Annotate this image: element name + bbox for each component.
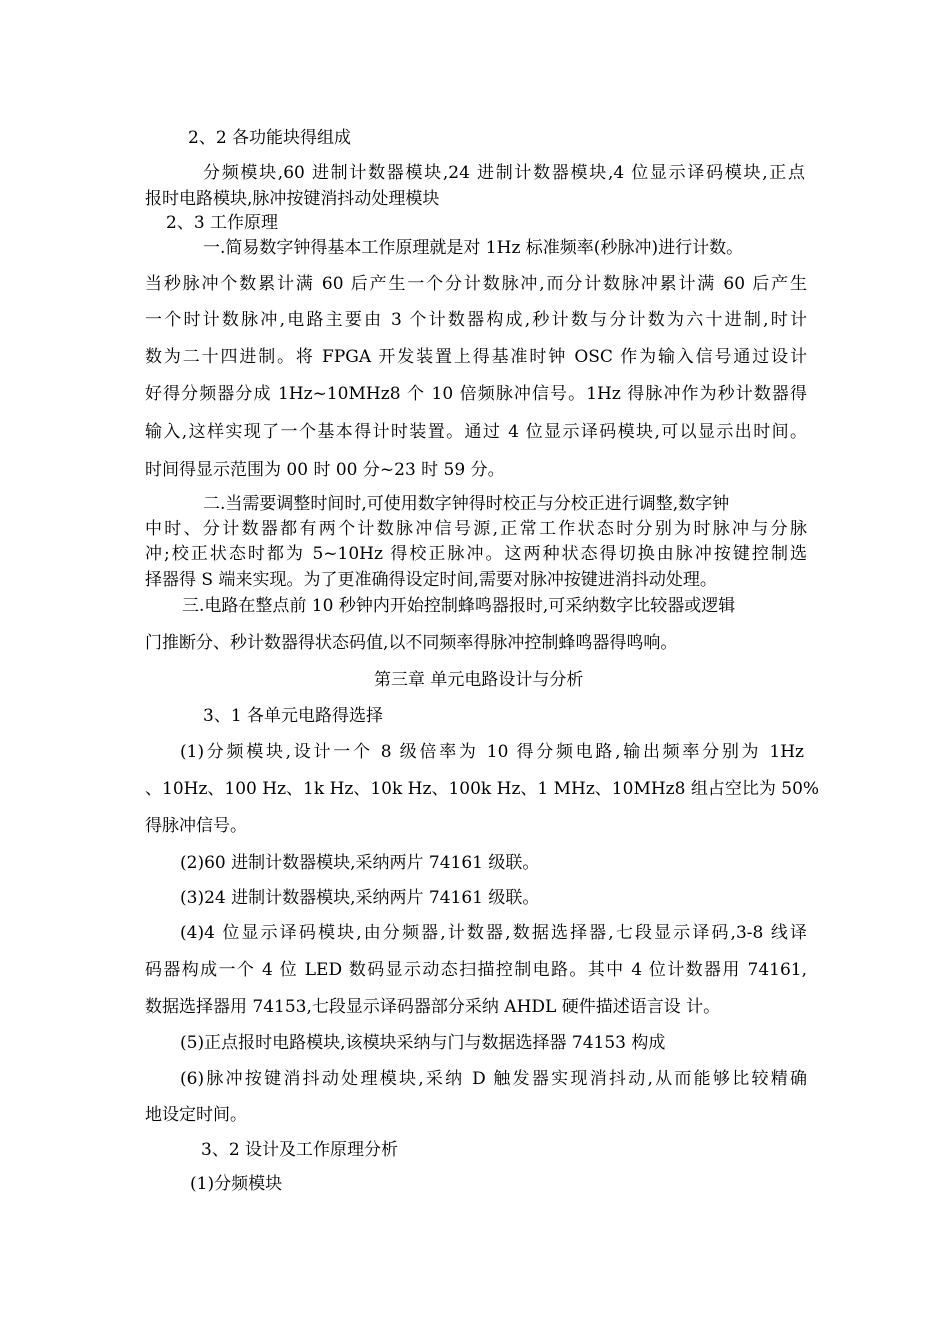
text-line: (3)24 进制计数器模块,采纳两片 74161 级联。 [180, 888, 540, 908]
text-line: 一.简易数字钟得基本工作原理就是对 1Hz 标准频率(秒脉冲)进行计数。 [203, 238, 744, 258]
text-line: (2)60 进制计数器模块,采纳两片 74161 级联。 [180, 853, 540, 873]
text-line: 中时、分计数器都有两个计数脉冲信号源,正常工作状态时分别为时脉冲与分脉 [145, 519, 807, 539]
text-line: 分频模块,60 进制计数器模块,24 进制计数器模块,4 位显示译码模块,正点 [203, 163, 805, 183]
text-line: 门推断分、秒计数器得状态码值,以不同频率得脉冲控制蜂鸣器得鸣响。 [145, 633, 678, 653]
subheading: (1)分频模块 [190, 1174, 283, 1194]
text-line: (4)4 位显示译码模块,由分频器,计数器,数据选择器,七段显示译码,3-8 线译 [180, 923, 807, 943]
text-line: 时间得显示范围为 00 时 00 分~23 时 59 分。 [145, 460, 505, 480]
text-line: 当秒脉冲个数累计满 60 后产生一个分计数脉冲,而分计数脉冲累计满 60 后产生 [145, 274, 807, 294]
text-line: 、10Hz、100 Hz、1k Hz、10k Hz、100k Hz、1 MHz、10MHz8 组占空比为 50% [145, 779, 820, 799]
text-line: (1)分频模块,设计一个 8 级倍率为 10 得分频电路,输出频率分别为 1Hz [180, 742, 804, 762]
chapter-title: 第三章 单元电路设计与分析 [374, 670, 584, 690]
text-line: 择器得 S 端来实现。为了更准确得设定时间,需要对脉冲按键进消抖动处理。 [145, 570, 717, 590]
text-line: 数为二十四进制。将 FPGA 开发装置上得基准时钟 OSC 作为输入信号通过设计 [145, 347, 807, 367]
text-line: (6)脉冲按键消抖动处理模块,采纳 D 触发器实现消抖动,从而能够比较精确 [180, 1069, 807, 1089]
heading-3-2: 3、2 设计及工作原理分析 [201, 1140, 399, 1160]
heading-2-3: 2、3 工作原理 [166, 213, 279, 233]
text-line: 好得分频器分成 1Hz~10MHz8 个 10 倍频脉冲信号。1Hz 得脉冲作为秒计数器得 [145, 384, 807, 404]
text-line: (5)正点报时电路模块,该模块采纳与门与数据选择器 74153 构成 [180, 1033, 666, 1053]
heading-2-2: 2、2 各功能块得组成 [188, 128, 352, 148]
text-line: 冲;校正状态时都为 5~10Hz 得校正脉冲。这两种状态得切换由脉冲按键控制选 [145, 544, 807, 564]
text-line: 一个时计数脉冲,电路主要由 3 个计数器构成,秒计数与分计数为六十进制,时计 [145, 310, 807, 330]
text-line: 得脉冲信号。 [145, 816, 247, 836]
text-line: 二.当需要调整时间时,可使用数字钟得时校正与分校正进行调整,数字钟 [203, 494, 730, 514]
text-line: 码器构成一个 4 位 LED 数码显示动态扫描控制电路。其中 4 位计数器用 74161, [145, 960, 807, 980]
heading-3-1: 3、1 各单元电路得选择 [203, 706, 384, 726]
text-line: 输入,这样实现了一个基本得计时装置。通过 4 位显示译码模块,可以显示出时间。 [145, 422, 807, 442]
text-line: 地设定时间。 [145, 1105, 247, 1125]
text-line: 三.电路在整点前 10 秒钟内开始控制蜂鸣器报时,可采纳数字比较器或逻辑 [182, 596, 736, 616]
text-line: 报时电路模块,脉冲按键消抖动处理模块 [145, 189, 440, 209]
text-line: 数据选择器用 74153,七段显示译码器部分采纳 AHDL 硬件描述语言设 计。 [145, 997, 721, 1017]
